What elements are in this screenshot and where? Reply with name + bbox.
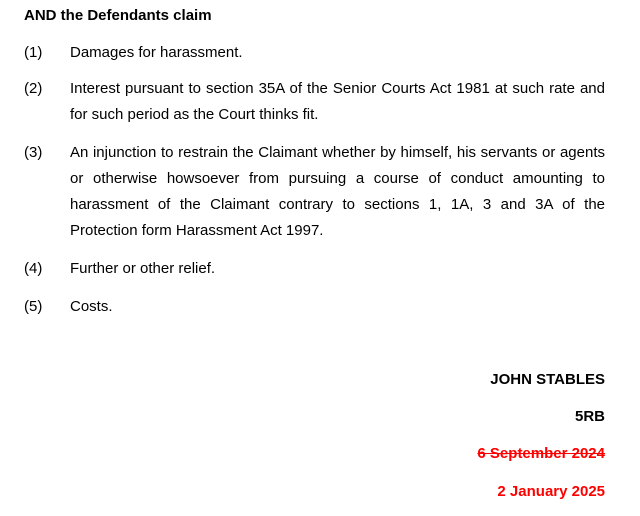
amended-date: 2 January 2025 bbox=[497, 483, 605, 500]
claim-text: An injunction to restrain the Claimant whether by himself, his servants or agents or otherwise howsoever from pursuing a course of conduct amounting to harassment of the Claimant contrary to sections 1, 1A, 3 and 3A of the Protection form Harassment Act 1997. bbox=[70, 144, 605, 239]
claim-item bbox=[24, 294, 605, 320]
signatory-chambers: 5RB bbox=[574, 408, 605, 425]
claim-number: (3) bbox=[24, 144, 43, 161]
claim-item bbox=[24, 40, 605, 66]
claim-number: (5) bbox=[24, 298, 43, 315]
claim-number: (2) bbox=[24, 80, 43, 97]
claim-text: Further or other relief. bbox=[70, 260, 216, 277]
claim-text: Interest pursuant to section 35A of the Senior Courts Act 1981 at such rate and for such period as the Court thinks fit. bbox=[70, 80, 605, 123]
claim-item bbox=[24, 76, 605, 128]
claim-text: Costs. bbox=[70, 298, 113, 315]
claim-number: (1) bbox=[24, 44, 43, 61]
struck-through-date: 6 September 2024 bbox=[477, 445, 605, 462]
claim-number: (4) bbox=[24, 260, 43, 277]
claim-item bbox=[24, 140, 605, 244]
claim-heading: AND the Defendants claim bbox=[24, 7, 212, 24]
claim-item bbox=[24, 256, 605, 282]
claim-text: Damages for harassment. bbox=[70, 44, 243, 61]
signatory-name: JOHN STABLES bbox=[490, 371, 605, 388]
